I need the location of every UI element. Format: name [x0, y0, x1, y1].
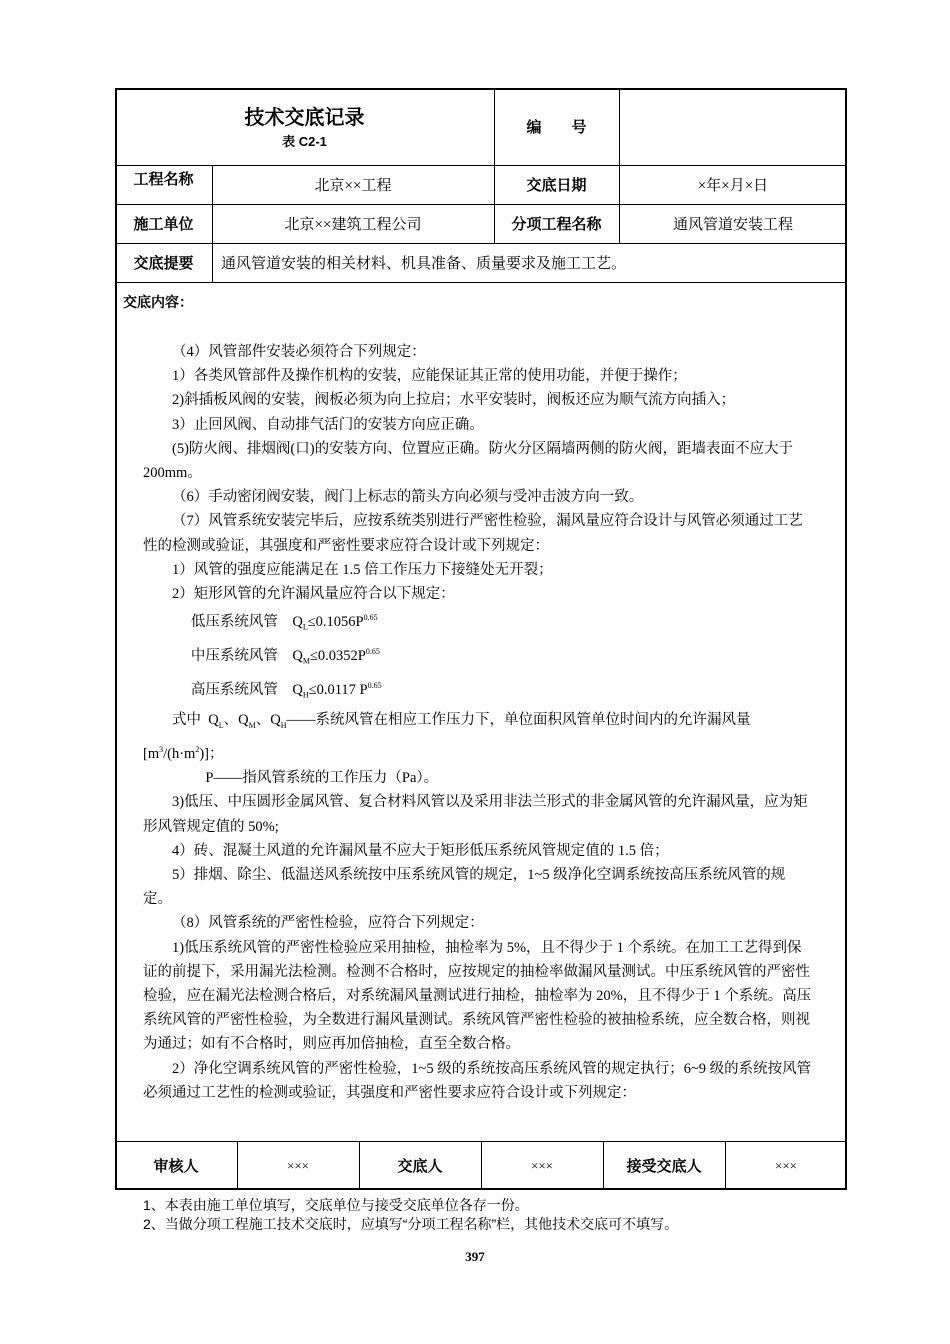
project-name-label-cell	[115, 165, 212, 191]
paragraph: （8）风管系统的严密性检验，应符合下列规定：	[172, 915, 484, 932]
paragraph: 5）排烟、除尘、低温送风系统按中压系统风管的规定，1~5 级净化空调系统按高压系统风管的规定。	[143, 866, 786, 908]
date-value: ×年×月×日	[697, 178, 769, 194]
formula-label: 高压系统风管	[190, 681, 278, 698]
formula-where: 式中 $Q_L$、$Q_M$、$Q_H——$系统风管在相应工作压力下，单位面积风管单位时间内的允许漏风量$[m^3/(h\cdot m^2)]$；	[143, 712, 751, 762]
project-name-value-cell	[212, 165, 494, 204]
footnotes	[143, 1196, 678, 1234]
date-label: 交底日期	[526, 177, 587, 194]
subtitle-cell	[115, 130, 494, 150]
paragraph: 4）砖、混凝土风道的允许漏风量不应大于矩形低压系统风管规定值的 1.5 倍；	[172, 842, 669, 859]
summary-label-cell	[115, 243, 212, 282]
footnote: 1、本表由施工单位填写，交底单位与接受交底单位各存一份。	[143, 1197, 529, 1213]
receiver-label-cell	[603, 1141, 725, 1190]
formula-low: 低压系统风管 $Q_L\le 0.1056P^{0.65}$	[190, 613, 378, 632]
presenter-value-cell	[481, 1141, 603, 1190]
paragraph: 3)低压、中压圆形金属风管、复合材料风管以及采用非法兰形式的非金属风管的允许漏风量，应为矩形风管规定值的 50%;	[143, 794, 808, 835]
date-value-cell	[619, 165, 847, 204]
contractor-label: 施工单位	[133, 216, 194, 233]
summary-value: 通风管道安装的相关材料、机具准备、质量要求及施工工艺。	[221, 256, 627, 272]
reviewer-label-cell	[115, 1141, 237, 1190]
subproject-label-cell	[494, 204, 619, 243]
page-number: 397	[465, 1249, 485, 1264]
subproject-value: 通风管道安装工程	[672, 217, 793, 233]
reviewer-value: ×××	[287, 1157, 309, 1173]
receiver-label: 接受交底人	[626, 1158, 702, 1175]
content-body	[143, 340, 813, 1105]
number-label-cell	[494, 88, 619, 165]
summary-value-cell	[212, 243, 847, 282]
paragraph: P——指风管系统的工作压力（Pa）。	[205, 770, 439, 787]
formula-label: 低压系统风管	[190, 614, 278, 631]
number-value-cell	[619, 88, 847, 165]
paragraph: （4）风管部件安装必须符合下列规定：	[172, 344, 426, 360]
divider	[115, 282, 847, 283]
subproject-value-cell	[619, 204, 847, 243]
presenter-label-cell	[359, 1141, 481, 1190]
receiver-value-cell	[725, 1141, 847, 1190]
date-label-cell	[494, 165, 619, 204]
content-heading: 交底内容：	[123, 294, 193, 310]
formula-medium: 中压系统风管 $Q_M\le 0.0352P^{0.65}$	[190, 647, 380, 666]
formula-high: 高压系统风管 $Q_H\le 0.0117$ $P^{0.65}$	[190, 681, 382, 700]
project-name-label: 工程名称	[133, 170, 194, 188]
reviewer-label: 审核人	[153, 1158, 199, 1175]
project-name-value: 北京××工程	[314, 178, 392, 194]
paragraph: （7）风管系统安装完毕后，应按系统类别进行严密性检验，漏风量应符合设计与风管必须通过工艺性的检测或验证，其强度和严密性要求应符合设计或下列规定：	[143, 513, 803, 554]
title-cell	[115, 100, 494, 130]
paragraph: （6）手动密闭阀安装，阀门上标志的箭头方向必须与受冲击波方向一致。	[172, 489, 644, 506]
contractor-label-cell	[115, 204, 212, 243]
paragraph: 2）矩形风管的允许漏风量应符合以下规定：	[172, 586, 455, 603]
paragraph: 1)低压系统风管的严密性检验应采用抽检，抽检率为 5%，且不得少于 1 个系统。在加工工艺得到保证的前提下，采用漏光法检测。检测不合格时，应按规定的抽检率做漏风量测试。中压系统风管的严密性检验，应在漏光法检测合格后，对系统漏风量测试进行抽检，抽检率为 20%，且不得少于 1 个系统。高压系统风管的严密性检验，为全数进行漏风量测试。系统风管严密性检验的被抽检系统，应全数合格，则视为通过；如有不合格时，则应再加倍抽检，直至全数合格。	[143, 939, 812, 1053]
formula-label: 中压系统风管	[190, 647, 278, 664]
subproject-label: 分项工程名称	[511, 216, 602, 233]
paragraph: 1）各类风管部件及操作机构的安装，应能保证其正常的使用功能，并便于操作；	[172, 368, 687, 385]
paragraph: 1）风管的强度应能满足在 1.5 倍工作压力下接缝处无开裂；	[172, 561, 553, 578]
page-title: 技术交底记录	[244, 106, 365, 129]
paragraph: 2）净化空调系统风管的严密性检验，1~5 级的系统按高压系统风管的规定执行；6~9 级的系统按风管必须通过工艺性的检测或验证，其强度和严密性要求应符合设计或下列规定：	[143, 1060, 812, 1101]
form-code: 表 C2-1	[282, 133, 327, 149]
contractor-value: 北京××建筑工程公司	[284, 217, 422, 233]
summary-label: 交底提要	[133, 255, 194, 272]
receiver-value: ×××	[775, 1157, 797, 1173]
paragraph: 3）止回风阀、自动排气活门的安装方向应正确。	[172, 416, 484, 433]
paragraph: (5)防火阀、排烟阀(口)的安装方向、位置应正确。防火分区隔墙两侧的防火阀，距墙表面不应大于 200mm。	[143, 440, 794, 482]
number-label: 编 号	[526, 119, 587, 136]
paragraph: 2)斜插板风阀的安装，阀板必须为向上拉启；水平安装时，阀板还应为顺气流方向插入；	[172, 392, 736, 409]
reviewer-value-cell	[237, 1141, 359, 1190]
presenter-value: ×××	[531, 1157, 553, 1173]
footnote: 2、当做分项工程施工技术交底时，应填写“分项工程名称”栏，其他技术交底可不填写。	[143, 1216, 679, 1232]
presenter-label: 交底人	[397, 1158, 443, 1175]
contractor-value-cell	[212, 204, 494, 243]
